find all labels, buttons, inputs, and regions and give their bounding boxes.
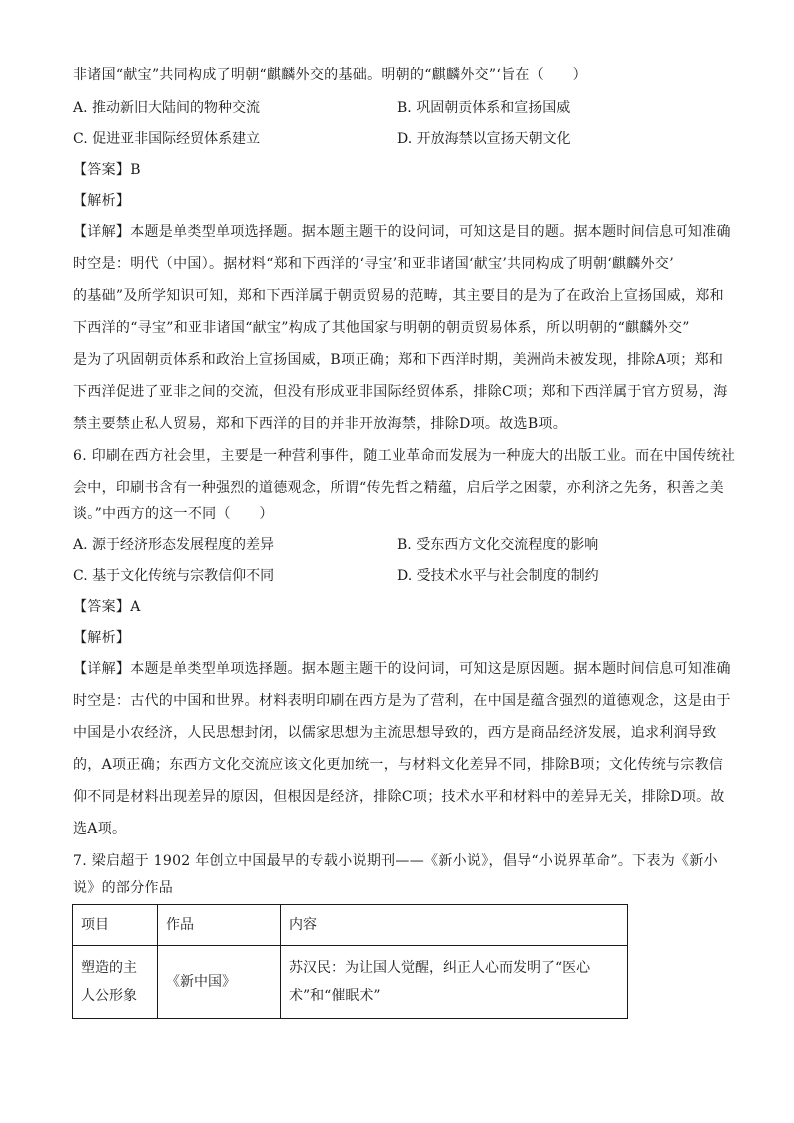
q5-detail-line: 时空是：明代（中国）。据材料“郑和下西洋的‘寻宝’和亚非诸国‘献宝’共同构成了明朝‘麒麟外交’ bbox=[73, 256, 674, 272]
cell-item bbox=[73, 946, 158, 1019]
q5-option-b: B. 巩固朝贡体系和宣扬国威 bbox=[397, 100, 571, 116]
q6-stem-line: 6. 印刷在西方社会里，主要是一种营利事件，随工业革命而发展为一种庞大的出版工业。而在中国传统社 bbox=[73, 448, 736, 464]
q5-detail-line: 是为了巩固朝贡体系和政治上宣扬国威，B项正确；郑和下西洋时期，美洲尚未被发现，排除A项；郑和 bbox=[73, 352, 724, 368]
q5-stem-tail: 非诸国“献宝”共同构成了明朝“麒麟外交的基础。明朝的“麒麟外交”‘旨在（ ） bbox=[73, 67, 587, 83]
table-row bbox=[73, 946, 628, 1019]
header-item: 项目 bbox=[73, 905, 158, 946]
q5-answer: 【答案】B bbox=[73, 162, 141, 178]
q5-option-d: D. 开放海禁以宣扬天朝文化 bbox=[397, 131, 571, 147]
q6-detail-line: 选A项。 bbox=[73, 821, 127, 837]
q5-detail-line: 下西洋促进了亚非之间的交流，但没有形成亚非国际经贸体系，排除C项；郑和下西洋属于官方贸易，海 bbox=[73, 384, 728, 400]
cell-content-line: 苏汉民：为让国人觉醒，纠正人心而发明了“医心 bbox=[289, 960, 591, 976]
q6-detail-line: 仰不同是材料出现差异的原因，但根因是经济，排除C项；技术水平和材料中的差异无关，排除D项。故 bbox=[73, 789, 725, 805]
q5-detail-line: 下西洋的“寻宝”和亚非诸国“献宝”构成了其他国家与明朝的朝贡贸易体系，所以明朝的“麒麟外交” bbox=[73, 320, 690, 336]
q6-option-b: B. 受东西方文化交流程度的影响 bbox=[397, 537, 599, 553]
q6-stem-line: 谈。”中西方的这一不同（ ） bbox=[73, 506, 274, 522]
cell-item-line: 塑造的主 bbox=[81, 960, 137, 976]
header-content: 内容 bbox=[281, 905, 628, 946]
q6-detail-line: 【详解】本题是单类型单项选择题。据本题主题干的设问词，可知这是原因题。据本题时间信息可知准确 bbox=[73, 661, 731, 677]
table-header-row bbox=[73, 905, 628, 946]
cell-work: 《新中国》 bbox=[158, 946, 281, 1019]
q6-answer: 【答案】A bbox=[73, 599, 141, 615]
header-work: 作品 bbox=[158, 905, 281, 946]
q6-detail-line: 时空是：古代的中国和世界。材料表明印刷在西方是为了营利，在中国是蕴含强烈的道德观念，这是由于 bbox=[73, 693, 731, 709]
q6-option-d: D. 受技术水平与社会制度的制约 bbox=[397, 568, 599, 584]
cell-content bbox=[281, 946, 628, 1019]
cell-item-line: 人公形象 bbox=[81, 988, 137, 1004]
q6-option-c: C. 基于文化传统与宗教信仰不同 bbox=[73, 568, 275, 584]
q5-detail-line: 的基础”及所学知识可知，郑和下西洋属于朝贡贸易的范畴，其主要目的是为了在政治上宣扬国威，郑和 bbox=[73, 288, 724, 304]
q5-detail-line: 【详解】本题是单类型单项选择题。据本题主题干的设问词，可知这是目的题。据本题时间信息可知准确 bbox=[73, 224, 731, 240]
q5-option-a: A. 推动新旧大陆间的物种交流 bbox=[73, 100, 261, 116]
q6-option-a: A. 源于经济形态发展程度的差异 bbox=[73, 537, 275, 553]
q7-stem-line: 7. 梁启超于 1902 年创立中国最早的专载小说期刊——《新小说》，倡导“小说界革命”。下表为《新小 bbox=[73, 853, 718, 869]
q5-detail-line: 禁主要禁止私人贸易，郑和下西洋的目的并非开放海禁，排除D项。故选B项。 bbox=[73, 416, 568, 432]
q5-analysis-label: 【解析】 bbox=[73, 193, 131, 209]
q5-option-c: C. 促进亚非国际经贸体系建立 bbox=[73, 131, 261, 147]
cell-content-line: 术”和“催眠术” bbox=[289, 988, 381, 1004]
q6-detail-line: 的，A项正确；东西方文化交流应该文化更加统一，与材料文化差异不同，排除B项；文化传统与宗教信 bbox=[73, 757, 724, 773]
q6-detail-line: 中国是小农经济，人民思想封闭，以儒家思想为主流思想导致的，西方是商品经济发展，追求利润导致 bbox=[73, 725, 717, 741]
q6-stem-line: 会中，印刷书含有一种强烈的道德观念，所谓“传先哲之精蕴，启后学之困蒙，亦利济之先务，积善之美 bbox=[73, 480, 724, 496]
novel-works-table bbox=[72, 904, 628, 1019]
q7-stem-line: 说》的部分作品 bbox=[73, 880, 174, 896]
q6-analysis-label: 【解析】 bbox=[73, 630, 131, 646]
